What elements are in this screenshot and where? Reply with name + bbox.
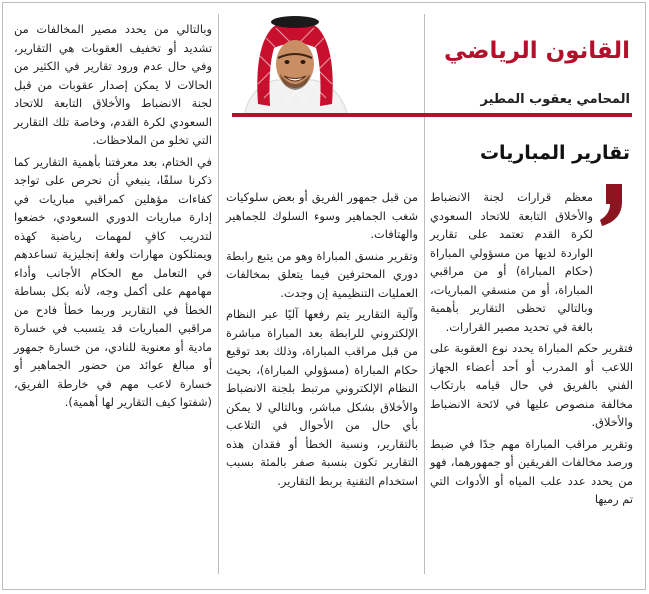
column-divider-left (218, 14, 219, 574)
paragraph: فتقرير حكم المباراة يحدد نوع العقوبة على اللاعب أو المدرب أو أحد أعضاء الجهاز الفني بالفريق في حال قيامه بارتكاب مخالفة منصوص عليها في لائحة الانضباط والأخلاق. (430, 341, 633, 429)
paragraph-text: معظم قرارات لجنة الانضباط والأخلاق التابعة للاتحاد السعودي لكرة القدم تعتمد على تقارير الواردة لديها من مسؤولي المباراة (حكام المباراة) أو من مراقبي المباراة، أو من منسقي المباريات، وبالتالي تحظى التقارير بأهمية بالغة في تحديد مصير القرارات. (430, 190, 593, 334)
article-column-middle (226, 188, 418, 493)
paragraph: في الختام، بعد معرفتنا بأهمية التقارير كما ذكرنا سلفًا، ينبغي أن نحرص على تواجد كفاءات مؤهلين كمراقبي مباريات في إدارة مباريات الدوري السعودي، خضعوا لتدريب كافٍ لمهمات رياضية كهذه ويمتلكون مهارات ولغة إنجليزية تساعدهم في التعامل مع الحكام الأجانب وأداء مهامهم على أكمل وجه، لأنه بكل بساطة الخطأ في التقارير وربما خطأ فادح من مراقبي المباريات قد يتسبب في خسارة مادية أو معنوية للنادي، من خسارة جمهور أو مبالغ عوائد من حضور الجماهير أو خسارة لاعب مهم في خارطة الفريق، (شفتوا كيف التقارير لها أهمية). (14, 154, 212, 409)
column-title: القانون الرياضي (444, 38, 630, 64)
author-photo (236, 8, 354, 116)
paragraph: وآلية التقارير يتم رفعها آليًا عبر النظام الإلكتروني للرابطة بعد المباراة مباشرة من قبل مراقب المباراة، وذلك بعد توقيع حكام المباراة (مسؤولي المباراة)، بحيث النظام الإلكتروني مرتبط بلجنة الانضباط والأخلاق بشكل مباشر، وبالتالي لا يمكن بأي حال من الأحوال في التلاعب بالتقارير، ونسبة الخطأ أو فقدان هذه التقارير تكون بنسبة صفر بالمئة بسبب استخدام التقنية بربط التقارير. (226, 307, 418, 488)
article-column-right (430, 188, 633, 512)
paragraph: وبالتالي من يحدد مصير المخالفات من تشديد أو تخفيف العقوبات هي التقارير، وفي حال عدم ورود تقارير في الكثير من الحالات لا يمكن إصدار عقوبات من قبل لجنة الانضباط والأخلاق التابعة للاتحاد السعودي لكرة القدم، وخاصة تلك التقارير التي تخلو من الملاحظات. (14, 22, 212, 147)
paragraph (430, 188, 633, 336)
article-column-left (14, 20, 212, 415)
paragraph: وتقرير مراقب المباراة مهم جدًا في ضبط ورصد مخالفات الفريقين أو جمهورهما، فهو من يحدد عدد علب المياه أو الأدوات التي تم رميها (430, 436, 633, 506)
paragraph: وتقرير منسق المباراة وهو من يتبع رابطة دوري المحترفين فيما يتعلق بمخالفات العمليات التنظيمية إن وجدت. (226, 248, 418, 300)
author-name: المحامي يعقوب المطير (480, 92, 630, 107)
author-underline (232, 113, 632, 117)
article-headline: تقارير المباريات (479, 142, 630, 164)
paragraph: من قبل جمهور الفريق أو بعض سلوكيات شغب الجماهير وسوء السلوك للجماهير والهتافات. (226, 190, 418, 241)
